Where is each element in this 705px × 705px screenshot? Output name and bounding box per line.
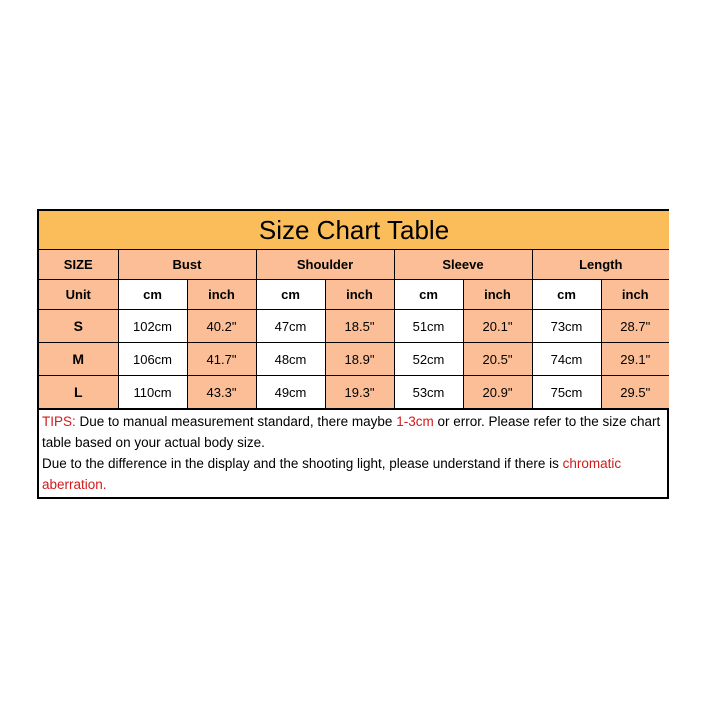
table-cell: 18.5" <box>325 310 394 343</box>
chart-title: Size Chart Table <box>39 211 669 250</box>
unit-cm: cm <box>394 280 463 310</box>
header-row <box>39 250 669 280</box>
size-cell: M <box>39 343 118 376</box>
tips-text: Due to manual measurement standard, there maybe <box>75 414 397 429</box>
unit-inch: inch <box>325 280 394 310</box>
table-cell: 51cm <box>394 310 463 343</box>
table-cell: 75cm <box>532 376 601 409</box>
title-row <box>39 211 669 250</box>
table-cell: 73cm <box>532 310 601 343</box>
table-cell: 28.7" <box>601 310 669 343</box>
length-header: Length <box>532 250 669 280</box>
table-cell: 106cm <box>118 343 187 376</box>
unit-inch: inch <box>601 280 669 310</box>
table-row <box>39 376 669 409</box>
shoulder-header: Shoulder <box>256 250 394 280</box>
table-cell: 48cm <box>256 343 325 376</box>
table-row <box>39 310 669 343</box>
table-row <box>39 343 669 376</box>
table-cell: 20.9" <box>463 376 532 409</box>
table-cell: 18.9" <box>325 343 394 376</box>
table-cell: 29.5" <box>601 376 669 409</box>
unit-cm: cm <box>256 280 325 310</box>
table-cell: 40.2" <box>187 310 256 343</box>
unit-inch: inch <box>187 280 256 310</box>
unit-label: Unit <box>39 280 118 310</box>
size-chart <box>37 209 669 499</box>
tips-chromatic: chromatic aberration. <box>42 456 622 492</box>
size-header: SIZE <box>39 250 118 280</box>
table-cell: 102cm <box>118 310 187 343</box>
table-cell: 20.5" <box>463 343 532 376</box>
table-cell: 49cm <box>256 376 325 409</box>
size-cell: L <box>39 376 118 409</box>
table-cell: 29.1" <box>601 343 669 376</box>
table-cell: 47cm <box>256 310 325 343</box>
unit-cm: cm <box>118 280 187 310</box>
table-cell: 41.7" <box>187 343 256 376</box>
sleeve-header: Sleeve <box>394 250 532 280</box>
bust-header: Bust <box>118 250 256 280</box>
table-cell: 20.1" <box>463 310 532 343</box>
unit-row <box>39 280 669 310</box>
tips-text: or error. Please refer to the size chart table based on your actual body size. <box>42 414 661 450</box>
table-cell: 74cm <box>532 343 601 376</box>
table-cell: 52cm <box>394 343 463 376</box>
size-cell: S <box>39 310 118 343</box>
table-cell: 110cm <box>118 376 187 409</box>
tips-range: 1-3cm <box>396 414 434 429</box>
table-cell: 19.3" <box>325 376 394 409</box>
size-chart-table <box>39 211 669 409</box>
tips-label: TIPS: <box>42 414 76 429</box>
table-cell: 53cm <box>394 376 463 409</box>
unit-cm: cm <box>532 280 601 310</box>
table-cell: 43.3" <box>187 376 256 409</box>
tips-text: Due to the difference in the display and the shooting light, please understand if there is <box>42 456 563 471</box>
tips-note <box>39 409 667 497</box>
unit-inch: inch <box>463 280 532 310</box>
